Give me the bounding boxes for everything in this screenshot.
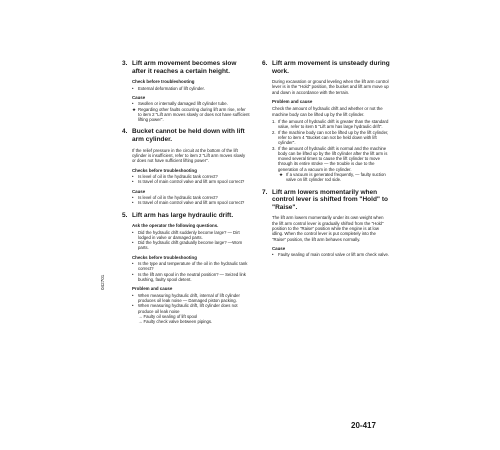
item-marker: • bbox=[132, 200, 134, 206]
item-text: When measuring hydraulic drift, lift cylinder does not produce oil leak noise bbox=[138, 303, 238, 314]
item-marker: • bbox=[132, 101, 134, 107]
list-item bbox=[272, 130, 390, 146]
item-marker: • bbox=[132, 303, 134, 309]
list-item bbox=[132, 303, 250, 314]
section-heading bbox=[262, 60, 390, 75]
subheading: Cause bbox=[132, 94, 146, 100]
item-marker: 3. bbox=[272, 145, 276, 151]
section-number: 7. bbox=[262, 188, 268, 196]
subheading: Ask the operator the following questions. bbox=[132, 223, 219, 229]
troubleshooting-section bbox=[122, 212, 250, 325]
item-text: If the amount of hydraulic drift is greater than the standard value, refer to item 5 "Lift arm has large hydraulic drift". bbox=[278, 119, 389, 130]
item-text: Is the type and temperature of the oil in the hydraulic tank correct? bbox=[138, 261, 248, 272]
item-marker: • bbox=[272, 252, 274, 258]
list-item bbox=[132, 319, 250, 324]
paragraph: If the relief pressure in the circuit at the bottom of the lift cylinder is insufficient, refer to item 2 "Lift arm moves slowly or does not have sufficient lifting power". bbox=[132, 147, 246, 164]
item-text: → Faulty check valve between pipings. bbox=[138, 319, 213, 325]
list-item bbox=[132, 261, 250, 272]
list-item bbox=[132, 293, 250, 304]
item-text: → Faulty oil sealing of lift spool bbox=[138, 313, 198, 319]
section-number: 6. bbox=[262, 60, 268, 67]
item-marker: 1. bbox=[272, 119, 276, 125]
item-marker: • bbox=[132, 292, 134, 298]
list-item bbox=[132, 230, 250, 241]
item-marker: • bbox=[132, 173, 134, 179]
right-column bbox=[262, 60, 390, 264]
troubleshooting-section bbox=[122, 128, 250, 205]
left-column bbox=[122, 60, 250, 331]
section-title: Lift arm movement becomes slow after it reaches a certain height. bbox=[132, 60, 237, 75]
item-list bbox=[132, 174, 250, 185]
item-list bbox=[132, 261, 250, 282]
item-list bbox=[272, 119, 390, 183]
item-text: Did the hydraulic drift gradually become large? —Worn parts. bbox=[138, 240, 243, 251]
list-item bbox=[132, 179, 250, 184]
subheading: Check before troubleshooting bbox=[132, 79, 195, 85]
subheading: Problem and cause bbox=[272, 99, 313, 105]
subheading: Checks before troubleshooting bbox=[132, 254, 197, 260]
item-text: Did the hydraulic drift suddenly become large? — Dirt lodged in valve or damaged parts. bbox=[138, 229, 240, 240]
list-item bbox=[132, 107, 250, 123]
list-item bbox=[272, 119, 390, 130]
paragraph: The lift arm lowers momentarily under its own weight when the lift arm control lever is gradually shifted from the "Hold" position to the "Raise" position while the engine is at low idling. When the control lever is put completely into the "Raise" position, the lift arm behaves normally. bbox=[272, 215, 384, 242]
list-item bbox=[132, 240, 250, 251]
section-number: 5. bbox=[122, 211, 128, 219]
subheading: Cause bbox=[272, 245, 286, 251]
item-marker: • bbox=[132, 85, 134, 91]
list-item bbox=[132, 200, 250, 205]
item-marker: ★ bbox=[132, 106, 136, 112]
paragraph: Check the amount of hydraulic drift and whether or not the machine body can be lifted up by the lift cylinder. bbox=[272, 106, 383, 117]
section-number: 3. bbox=[122, 60, 128, 67]
item-text: If a vacuum is generated frequently, — faulty suction valve on lift cylinder rod side. bbox=[286, 172, 386, 183]
section-heading bbox=[122, 128, 250, 143]
subheading: Cause bbox=[132, 188, 146, 194]
subheading: Checks before troubleshooting bbox=[132, 167, 197, 173]
item-text: Swollen or internally damaged lift cylinder tube. bbox=[138, 101, 228, 107]
item-marker: • bbox=[132, 194, 134, 200]
side-code: 042701 bbox=[100, 274, 105, 290]
item-text: External deformation of lift cylinder. bbox=[138, 85, 205, 91]
list-item bbox=[272, 172, 390, 183]
item-text: If the amount of hydraulic drift is normal and the machine body can be lifted up by the lift cylinder after the lift arm is moved several times to cause the lift cylinder to move through its entire stroke — the trouble is due to the generation of a vacuum in the cylinder. bbox=[278, 145, 388, 172]
section-title: Lift arm has large hydraulic drift. bbox=[132, 211, 234, 219]
list-item bbox=[132, 272, 250, 283]
troubleshooting-section bbox=[122, 60, 250, 122]
item-text: Is level of oil in the hydraulic tank correct? bbox=[138, 194, 218, 200]
item-list bbox=[132, 293, 250, 325]
item-marker: • bbox=[132, 261, 134, 267]
section-title: Bucket cannot be held down with lift arm cylinder. bbox=[132, 128, 245, 144]
item-list bbox=[132, 230, 250, 251]
list-item bbox=[272, 252, 390, 257]
item-text: If the machine body can not be lifted up by the lift cylinder, refer to item 4 "Bucket can not be held down with lift cylinder". bbox=[278, 129, 389, 146]
list-item bbox=[132, 86, 250, 91]
item-marker: • bbox=[132, 271, 134, 277]
paragraph: During excavation or ground leveling when the lift arm control lever is in the "Hold" position, the bucket and lift arm move up and down in accordance with the terrain. bbox=[272, 79, 389, 95]
item-marker: ★ bbox=[279, 172, 283, 178]
item-list bbox=[272, 252, 390, 257]
item-text: Is level of oil in the hydraulic tank correct? bbox=[138, 173, 218, 179]
item-text: Is travel of main control valve and lift arm spool correct? bbox=[138, 179, 245, 185]
section-title: Lift arm movement is unsteady during work. bbox=[272, 60, 390, 75]
item-list bbox=[132, 195, 250, 206]
item-text: Faulty sealing of main control valve or lift arm check valve. bbox=[278, 252, 390, 258]
item-list bbox=[132, 86, 250, 91]
section-heading bbox=[262, 189, 390, 212]
section-heading bbox=[122, 60, 250, 75]
troubleshooting-section bbox=[262, 189, 390, 258]
item-text: Regarding other faults occurring during lift arm rise, refer to item 2 "Lift arm moves slowly or does not have sufficient lifting power". bbox=[138, 106, 250, 123]
page-number: 20-417 bbox=[351, 421, 376, 430]
item-text: When measuring hydraulic drift, internal of lift cylinder produces oil leak noise — Damaged piston packing. bbox=[138, 292, 240, 304]
subheading: Problem and cause bbox=[132, 286, 173, 292]
troubleshooting-section bbox=[262, 60, 390, 183]
list-item bbox=[272, 146, 390, 172]
item-marker: • bbox=[132, 179, 134, 185]
section-title: Lift arm lowers momentarily when control lever is shifted from "Hold" to "Raise". bbox=[272, 188, 388, 211]
item-text: Is the lift arm spool in the neutral position? — Seized link bushing, faulty spool detent. bbox=[138, 271, 246, 283]
section-heading bbox=[122, 212, 250, 220]
item-marker: • bbox=[132, 229, 134, 235]
item-text: Is travel of main control valve and lift arm spool correct? bbox=[138, 200, 245, 206]
item-marker: 2. bbox=[272, 129, 276, 135]
item-list bbox=[132, 101, 250, 122]
item-marker: • bbox=[132, 240, 134, 246]
section-number: 4. bbox=[122, 128, 128, 136]
